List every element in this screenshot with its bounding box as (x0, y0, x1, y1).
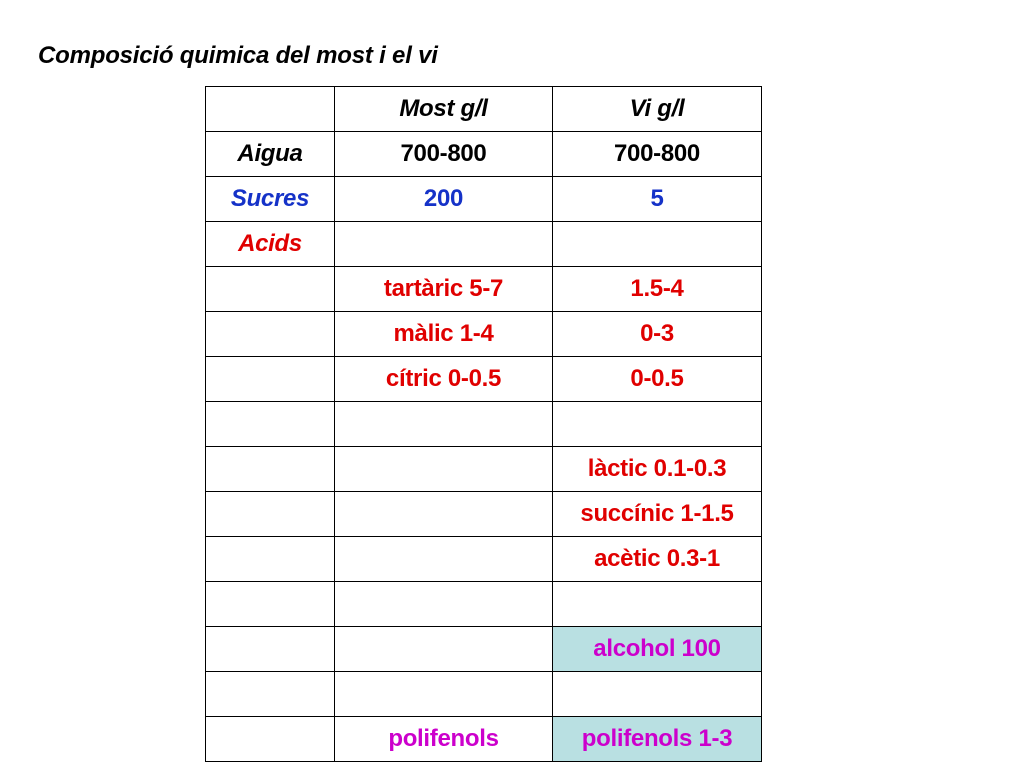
row-label-cell (206, 447, 335, 492)
most-value-cell (335, 627, 553, 672)
vi-value-cell (553, 582, 762, 627)
row-label-cell (206, 357, 335, 402)
vi-value-cell: succínic 1-1.5 (553, 492, 762, 537)
most-value-cell: 200 (335, 177, 553, 222)
row-label-cell (206, 492, 335, 537)
table-row-citric (206, 357, 762, 402)
vi-value-cell (553, 672, 762, 717)
vi-value-cell (553, 222, 762, 267)
row-label-cell (206, 402, 335, 447)
vi-value-cell: 1.5-4 (553, 267, 762, 312)
most-value-cell (335, 402, 553, 447)
row-label-cell: Acids (206, 222, 335, 267)
most-value-cell: 700-800 (335, 132, 553, 177)
table-row-tartaric (206, 267, 762, 312)
table-row-polifenols (206, 717, 762, 762)
composition-table (205, 86, 762, 762)
table-header-row (206, 87, 762, 132)
page-title: Composició quimica del most i el vi (38, 42, 438, 69)
most-value-cell (335, 672, 553, 717)
table-row-lactic (206, 447, 762, 492)
row-label-cell (206, 312, 335, 357)
vi-value-cell: làctic 0.1-0.3 (553, 447, 762, 492)
row-label-cell (206, 672, 335, 717)
most-value-cell (335, 222, 553, 267)
most-value-cell (335, 447, 553, 492)
vi-value-cell: 0-3 (553, 312, 762, 357)
table-row-sucres (206, 177, 762, 222)
table-row-empty (206, 672, 762, 717)
row-label-cell (206, 267, 335, 312)
most-value-cell (335, 582, 553, 627)
vi-value-cell: acètic 0.3-1 (553, 537, 762, 582)
row-label-cell (206, 537, 335, 582)
most-value-cell: màlic 1-4 (335, 312, 553, 357)
vi-value-cell: 5 (553, 177, 762, 222)
most-value-cell (335, 537, 553, 582)
vi-value-cell: 0-0.5 (553, 357, 762, 402)
header-label-cell (206, 87, 335, 132)
table-row-aigua (206, 132, 762, 177)
vi-value-cell (553, 402, 762, 447)
table-row-alcohol (206, 627, 762, 672)
table-row-acetic (206, 537, 762, 582)
vi-value-cell: 700-800 (553, 132, 762, 177)
vi-value-cell-highlighted: alcohol 100 (553, 627, 762, 672)
table-row-empty (206, 402, 762, 447)
header-most-cell: Most g/l (335, 87, 553, 132)
table-row-empty (206, 582, 762, 627)
row-label-cell (206, 717, 335, 762)
header-vi-cell: Vi g/l (553, 87, 762, 132)
most-value-cell: cítric 0-0.5 (335, 357, 553, 402)
row-label-cell (206, 627, 335, 672)
row-label-cell: Aigua (206, 132, 335, 177)
most-value-cell (335, 492, 553, 537)
table-row-acids (206, 222, 762, 267)
most-value-cell: polifenols (335, 717, 553, 762)
vi-value-cell-highlighted: polifenols 1-3 (553, 717, 762, 762)
row-label-cell: Sucres (206, 177, 335, 222)
most-value-cell: tartàric 5-7 (335, 267, 553, 312)
row-label-cell (206, 582, 335, 627)
table-row-malic (206, 312, 762, 357)
table-row-succinic (206, 492, 762, 537)
